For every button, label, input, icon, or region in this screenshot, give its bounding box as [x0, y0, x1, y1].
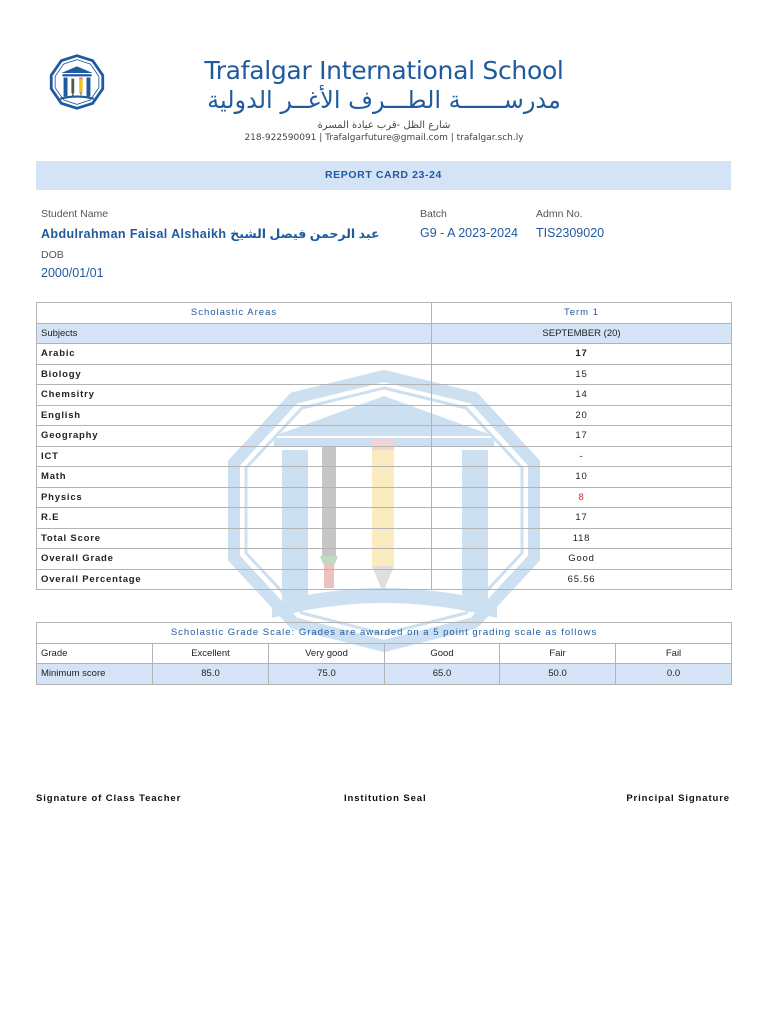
minimum-score-label: Minimum score — [37, 664, 153, 685]
grade-excellent: Excellent — [153, 643, 269, 664]
subject-score: 17 — [432, 344, 732, 365]
grade-fail: Fail — [616, 643, 732, 664]
table-row — [37, 405, 732, 426]
min-score-excellent: 85.0 — [153, 664, 269, 685]
grade-good: Good — [385, 643, 500, 664]
grade-scale-table — [36, 622, 732, 685]
admn-value: TIS2309020 — [536, 226, 605, 240]
overall-percentage-value: 65.56 — [432, 569, 732, 590]
report-header — [0, 0, 768, 150]
subject-score: 20 — [432, 405, 732, 426]
admn-label: Admn No. — [536, 208, 583, 220]
grade-fair: Fair — [500, 643, 616, 664]
overall-grade-label: Overall Grade — [37, 549, 432, 570]
subject-name: Geography — [37, 426, 432, 447]
dob-value: 2000/01/01 — [41, 266, 104, 280]
minimum-score-row — [37, 664, 732, 685]
subject-score: 14 — [432, 385, 732, 406]
total-score-label: Total Score — [37, 528, 432, 549]
student-name-value: Abdulrahman Faisal Alshaikh عبد الرحمن فيصل الشيخ — [41, 227, 380, 241]
table-row — [37, 487, 732, 508]
subjects-header-row — [37, 323, 732, 344]
subject-name: Chemsitry — [37, 385, 432, 406]
table-row — [37, 446, 732, 467]
student-name-label: Student Name — [41, 208, 109, 220]
dob-label: DOB — [41, 249, 64, 261]
min-score-very-good: 75.0 — [269, 664, 385, 685]
class-teacher-signature-label: Signature of Class Teacher — [36, 793, 182, 804]
school-name-english: Trafalgar International School — [204, 56, 564, 85]
table-row — [37, 426, 732, 447]
institution-seal-label: Institution Seal — [344, 793, 427, 804]
principal-signature-label: Principal Signature — [626, 793, 730, 804]
min-score-fair: 50.0 — [500, 664, 616, 685]
grade-label: Grade — [37, 643, 153, 664]
subject-name: Arabic — [37, 344, 432, 365]
subject-score-fail: 8 — [432, 487, 732, 508]
table-row — [37, 364, 732, 385]
subject-score: 15 — [432, 364, 732, 385]
subject-name: Physics — [37, 487, 432, 508]
subjects-label: Subjects — [37, 323, 432, 344]
subject-name: English — [37, 405, 432, 426]
overall-grade-row — [37, 549, 732, 570]
grade-scale-title: Scholastic Grade Scale: Grades are awarded on a 5 point grading scale as follows — [37, 623, 732, 644]
subject-score: 10 — [432, 467, 732, 488]
table-row — [37, 467, 732, 488]
term-header: Term 1 — [432, 303, 732, 324]
school-logo-icon — [49, 54, 105, 110]
subject-name: R.E — [37, 508, 432, 529]
overall-percentage-row — [37, 569, 732, 590]
min-score-fail: 0.0 — [616, 664, 732, 685]
grade-scale-title-row — [37, 623, 732, 644]
report-card-title: REPORT CARD 23-24 — [36, 161, 731, 190]
subject-name: Biology — [37, 364, 432, 385]
school-address: شارع الظل -قرب عيادة المسرة — [317, 120, 451, 131]
table-row — [37, 385, 732, 406]
grade-very-good: Very good — [269, 643, 385, 664]
subject-name: ICT — [37, 446, 432, 467]
subject-score: 17 — [432, 508, 732, 529]
grade-row — [37, 643, 732, 664]
period-label: SEPTEMBER (20) — [432, 323, 732, 344]
subject-name: Math — [37, 467, 432, 488]
scholastic-areas-header: Scholastic Areas — [37, 303, 432, 324]
batch-label: Batch — [420, 208, 447, 220]
min-score-good: 65.0 — [385, 664, 500, 685]
table-row — [37, 344, 732, 365]
total-score-row — [37, 528, 732, 549]
subject-score: - — [432, 446, 732, 467]
scholastic-table — [36, 302, 732, 590]
school-name-arabic: مدرســــــة الطـــرف الأغــر الدولية — [207, 86, 561, 114]
subject-score: 17 — [432, 426, 732, 447]
total-score-value: 118 — [432, 528, 732, 549]
scholastic-header-row — [37, 303, 732, 324]
overall-grade-value: Good — [432, 549, 732, 570]
school-contact: 218-922590091 | Trafalgarfuture@gmail.com | trafalgar.sch.ly — [244, 133, 524, 143]
overall-percentage-label: Overall Percentage — [37, 569, 432, 590]
table-row — [37, 508, 732, 529]
batch-value: G9 - A 2023-2024 — [420, 226, 518, 240]
